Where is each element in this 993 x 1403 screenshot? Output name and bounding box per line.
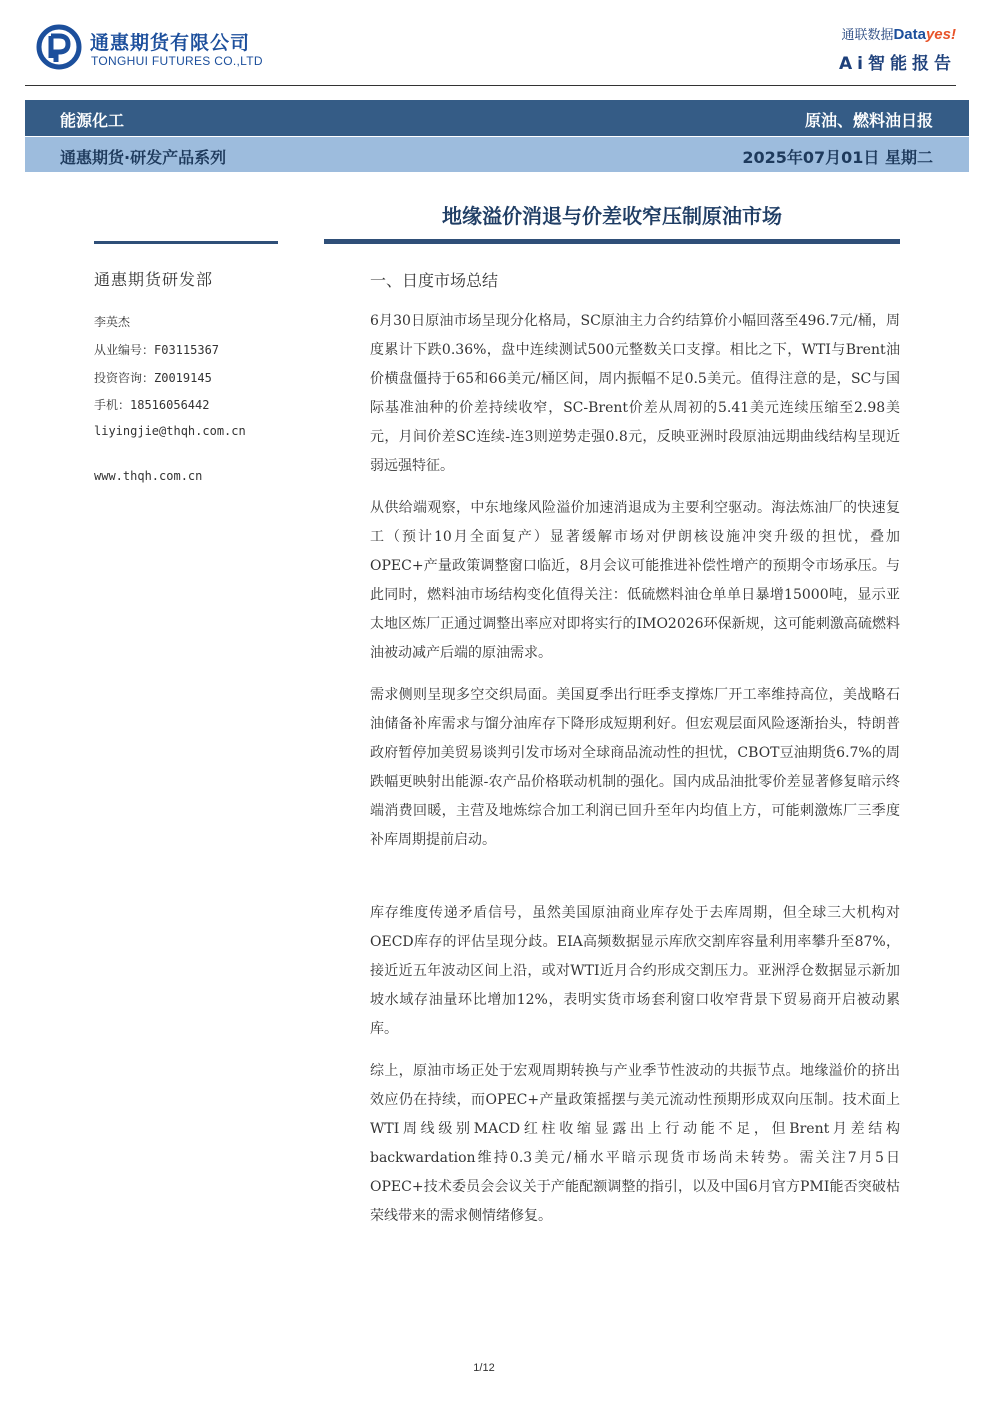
tonghui-logo-icon <box>36 24 82 70</box>
email-link[interactable]: liyingjie@thqh.com.cn <box>94 424 246 438</box>
title-rule <box>324 239 900 244</box>
license-number: 从业编号：F03115367 <box>94 343 220 357</box>
paragraph-4: 库存维度传递矛盾信号，虽然美国原油商业库存处于去库周期，但全球三大机构对OECD库存的评估呈现分歧。EIA高频数据显示库欣交割库容量利用率攀升至87%，接近近五年波动区间上沿，或对WTI近月合约形成交割压力。亚洲浮仓数据显示新加坡水域存油量环比增加12%，表明实货市场套利窗口收窄背景下贸易商开启被动累库。 <box>370 905 900 1037</box>
company-name-cn: 通惠期货有限公司 <box>90 32 251 54</box>
phone-number: 手机：18516056442 <box>94 398 210 412</box>
datayes-brand <box>841 24 956 43</box>
datayes-word: Data <box>893 26 926 43</box>
sidebar-rule <box>94 241 278 244</box>
sector-label: 能源化工 <box>60 111 125 130</box>
datayes-prefix: 通联数据 <box>841 28 894 43</box>
section-heading: 一、日度市场总结 <box>370 271 499 290</box>
report-type-label: 原油、燃料油日报 <box>804 111 933 130</box>
series-label: 通惠期货·研发产品系列 <box>60 148 227 167</box>
datayes-suffix: yes! <box>925 26 956 43</box>
header-divider <box>25 85 956 86</box>
page-number: 1/12 <box>473 1362 495 1374</box>
department-name: 通惠期货研发部 <box>94 270 214 289</box>
paragraph-5: 综上，原油市场正处于宏观周期转换与产业季节性波动的共振节点。地缘溢价的挤出效应仍在持续，而OPEC+产量政策摇摆与美元流动性预期形成双向压制。技术面上WTI周线级别MACD红柱收缩显露出上行动能不足，但Brent月差结构backwardation维持0.3美元/桶水平暗示现货市场尚未转势。需关注7月5日OPEC+技术委员会会议关于产能配额调整的指引，以及中国6月官方PMI能否突破枯荣线带来的需求侧情绪修复。 <box>370 1063 900 1224</box>
analyst-name: 李英杰 <box>94 315 131 329</box>
ai-report-label: Ai智能报告 <box>839 54 956 74</box>
paragraph-1: 6月30日原油市场呈现分化格局，SC原油主力合约结算价小幅回落至496.7元/桶，周度累计下跌0.36%，盘中连续测试500元整数关口支撑。相比之下，WTI与Brent油价横盘僵持于65和66美元/桶区间，周内振幅不足0.5美元。值得注意的是，SC与国际基准油种的价差持续收窄，SC-Brent价差从周初的5.41美元连续压缩至2.98美元，月间价差SC连续-连3则逆势走强0.8元，反映亚洲时段原油远期曲线结构呈现近弱远强特征。 <box>370 313 900 474</box>
paragraph-2: 从供给端观察，中东地缘风险溢价加速消退成为主要利空驱动。海法炼油厂的快速复工（预计10月全面复产）显著缓解市场对伊朗核设施冲突升级的担忧，叠加OPEC+产量政策调整窗口临近，8月会议可能推进补偿性增产的预期令市场承压。与此同时，燃料油市场结构变化值得关注：低硫燃料油仓单单日暴增15000吨，显示亚太地区炼厂正通过调整出率应对即将实行的IMO2026环保新规，这可能刺激高硫燃料油被动减产后端的原油需求。 <box>370 500 900 661</box>
company-name-en: TONGHUI FUTURES CO.,LTD <box>91 54 263 68</box>
report-title: 地缘溢价消退与价差收窄压制原油市场 <box>442 204 782 228</box>
report-date: 2025年07月01日 星期二 <box>742 148 933 167</box>
website-link[interactable]: www.thqh.com.cn <box>94 469 203 483</box>
advisory-number: 投资咨询：Z0019145 <box>94 371 212 385</box>
paragraph-3: 需求侧则呈现多空交织局面。美国夏季出行旺季支撑炼厂开工率维持高位，美战略石油储备补库需求与馏分油库存下降形成短期利好。但宏观层面风险逐渐抬头，特朗普政府暂停加美贸易谈判引发市场对全球商品流动性的担忧，CBOT豆油期货6.7%的周跌幅更映射出能源-农产品价格联动机制的强化。国内成品油批零价差显著修复暗示终端消费回暖，主营及地炼综合加工利润已回升至年内均值上方，可能刺激炼厂三季度补库周期提前启动。 <box>370 687 900 848</box>
